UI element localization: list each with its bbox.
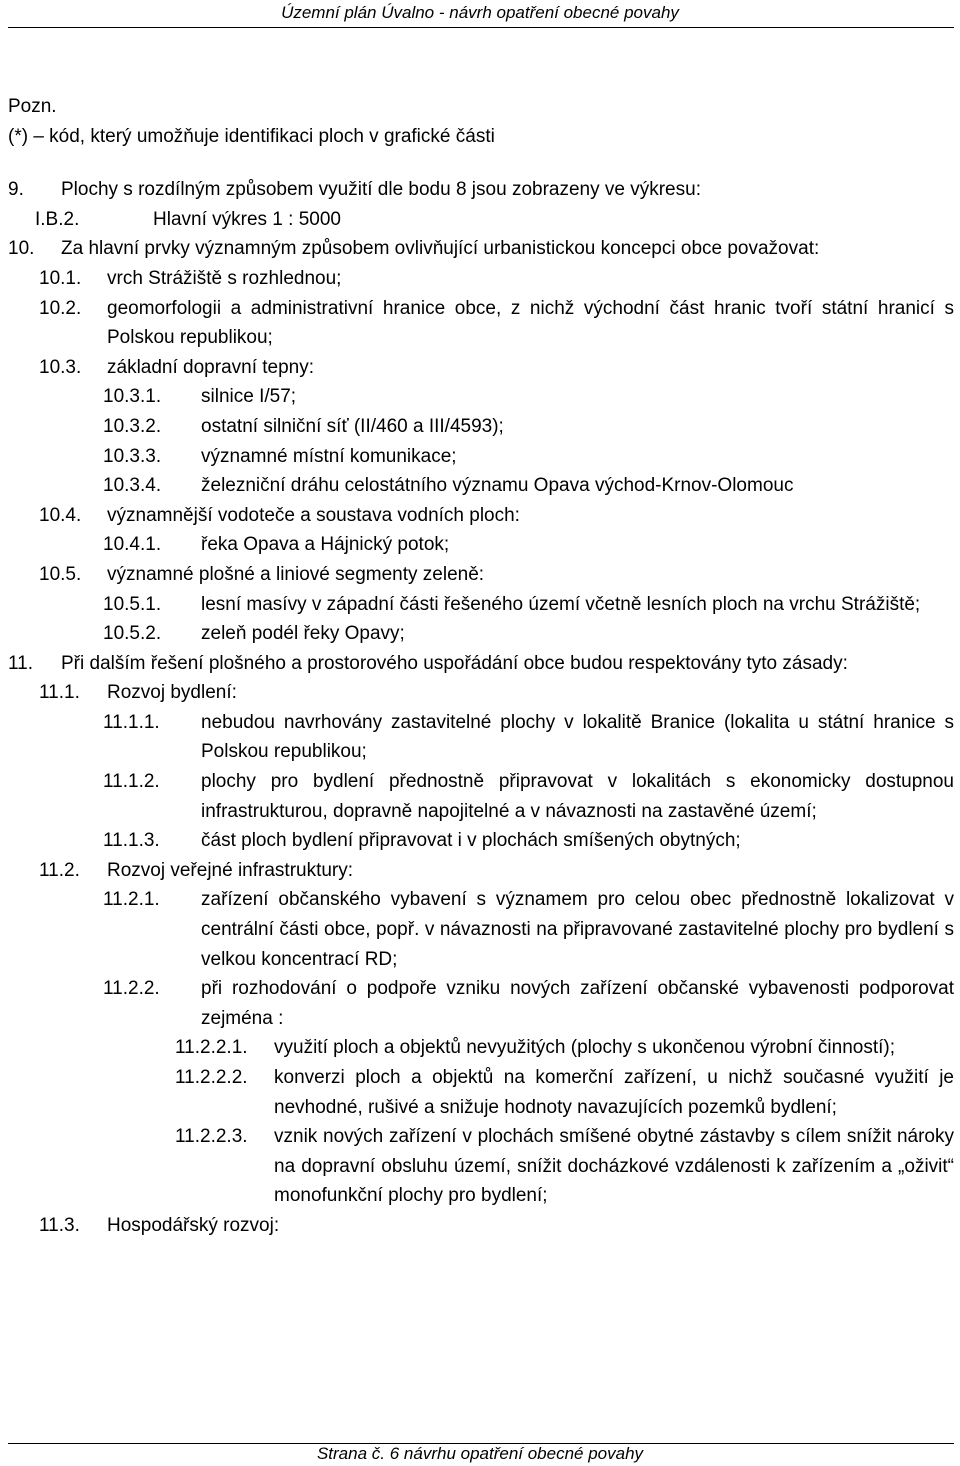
item-text: vznik nových zařízení v plochách smíšené obytné zástavby s cílem snížit nároky na dopravní obsluhu území, snížit docházkové vzdálenosti k zařízením a „oživit“ monofunkční plochy pro bydlení; <box>274 1126 954 1207</box>
list-item <box>8 382 954 412</box>
item-text: nebudou navrhovány zastavitelné plochy v lokalitě Branice (lokalita u státní hranice s Polskou republikou; <box>201 711 954 763</box>
item-number: 11.1.3. <box>103 830 160 852</box>
item-number: 10.3.1. <box>103 386 162 408</box>
note-text: (*) – kód, který umožňuje identifikaci ploch v grafické části <box>8 125 495 147</box>
spacer <box>8 151 954 175</box>
item-number: 10.5.2. <box>103 623 162 645</box>
footer-suffix: návrhu opatření obecné povahy <box>403 1444 644 1463</box>
list-item <box>8 1033 954 1063</box>
list-item <box>8 885 954 974</box>
list-item <box>8 264 954 294</box>
list-item <box>8 856 954 886</box>
page-number: 6 <box>389 1444 400 1463</box>
list-item <box>8 175 954 205</box>
document-body <box>8 92 954 1241</box>
item-number: 11.2. <box>39 859 80 881</box>
item-number: 10.2. <box>39 297 82 319</box>
list-item <box>8 590 954 620</box>
item-text: Plochy s rozdílným způsobem využití dle bodu 8 jsou zobrazeny ve výkresu: <box>61 179 701 201</box>
item-text: Při dalším řešení plošného a prostorového uspořádání obce budou respektovány tyto zásady: <box>61 652 848 674</box>
note-heading: Pozn. <box>8 96 57 117</box>
item-number: 11.1. <box>39 682 80 704</box>
item-text: významné plošné a liniové segmenty zeleně: <box>107 563 485 585</box>
item-text: ostatní silniční síť (II/460 a III/4593); <box>201 415 504 437</box>
list-item <box>8 649 954 679</box>
item-text: železniční dráhu celostátního významu Opava východ-Krnov-Olomouc <box>201 475 794 497</box>
page-header: Územní plán Úvalno - návrh opatření obecné povahy <box>281 3 679 22</box>
item-text: využití ploch a objektů nevyužitých (plochy s ukončenou výrobní činností); <box>274 1037 895 1059</box>
item-text: při rozhodování o podpoře vzniku nových zařízení občanské vybavenosti podporovat zejména : <box>201 978 954 1029</box>
item-number: 10.1. <box>39 267 82 289</box>
list-item <box>8 1211 954 1241</box>
item-text: základní dopravní tepny: <box>107 356 315 378</box>
page-footer <box>0 1443 960 1465</box>
item-number: 11.2.2.1. <box>175 1037 248 1059</box>
item-number: 10. <box>8 238 35 260</box>
list-item <box>8 442 954 472</box>
item-number: 10.3. <box>39 356 82 378</box>
item-text: významnější vodoteče a soustava vodních ploch: <box>107 504 520 526</box>
item-number: 11.2.2.2. <box>175 1067 248 1088</box>
list-item <box>8 619 954 649</box>
list-item <box>8 471 954 501</box>
item-text: Hlavní výkres 1 : 5000 <box>153 208 341 230</box>
list-item <box>8 826 954 856</box>
item-text: významné místní komunikace; <box>201 445 457 467</box>
footer-prefix: Strana č. <box>316 1444 385 1463</box>
item-text: lesní masívy v západní části řešeného území včetně lesních ploch na vrchu Strážiště; <box>201 593 921 615</box>
item-number: 9. <box>8 179 24 201</box>
list-item <box>8 530 954 560</box>
item-text: část ploch bydlení připravovat i v plochách smíšených obytných; <box>201 830 741 852</box>
item-number: 11.1.1. <box>103 711 160 733</box>
item-text: zařízení občanského vybavení s významem pro celou obec přednostně lokalizovat v centrální části obce, popř. v návaznosti na připravované zastavitelné plochy pro bydlení s velkou koncentrací RD; <box>201 889 954 970</box>
item-text: řeka Opava a Hájnický potok; <box>201 534 450 556</box>
item-number: 10.3.2. <box>103 415 162 437</box>
item-text: plochy pro bydlení přednostně připravovat v lokalitách s ekonomicky dostupnou infrastrukturou, dopravně napojitelné a v návaznosti na zastavěné území; <box>201 771 954 822</box>
item-text: Za hlavní prvky významným způsobem ovlivňující urbanistickou koncepci obce považovat: <box>61 238 820 260</box>
list-item <box>8 678 954 708</box>
item-number: 10.4. <box>39 504 82 526</box>
list-item <box>8 501 954 531</box>
item-number: 11.2.2. <box>103 978 160 1000</box>
list-item <box>8 353 954 383</box>
list-item <box>8 205 954 235</box>
item-text: silnice I/57; <box>201 386 297 408</box>
list-item <box>8 294 954 353</box>
item-text: Hospodářský rozvoj: <box>107 1214 280 1236</box>
item-number: 10.3.3. <box>103 445 162 467</box>
item-number: 11.3. <box>39 1214 80 1236</box>
list-item <box>8 412 954 442</box>
item-number: 11. <box>8 652 34 674</box>
header-divider <box>8 27 954 28</box>
item-text: geomorfologii a administrativní hranice obce, z nichž východní část hranic tvoří státní hranicí s Polskou republikou; <box>107 297 954 349</box>
item-number: 10.3.4. <box>103 475 162 497</box>
item-text: Rozvoj bydlení: <box>107 682 237 704</box>
item-text: vrch Strážiště s rozhlednou; <box>107 267 342 289</box>
list-item <box>8 560 954 590</box>
item-number: 11.2.1. <box>103 889 160 911</box>
item-number: I.B.2. <box>35 208 80 230</box>
item-number: 10.5. <box>39 563 82 585</box>
item-text: zeleň podél řeky Opavy; <box>201 623 405 645</box>
item-text: Rozvoj veřejné infrastruktury: <box>107 859 354 881</box>
item-text: konverzi ploch a objektů na komerční zařízení, u nichž současné využití je nevhodné, rušivé a snižuje hodnoty navazujících pozemků bydlení; <box>274 1067 954 1118</box>
list-item <box>8 708 954 767</box>
list-item <box>8 1063 954 1122</box>
item-number: 11.1.2. <box>103 771 160 793</box>
list-item <box>8 974 954 1033</box>
item-number: 10.4.1. <box>103 534 162 556</box>
list-item <box>8 1122 954 1211</box>
item-number: 10.5.1. <box>103 593 162 615</box>
item-number: 11.2.2.3. <box>175 1126 248 1148</box>
list-item <box>8 234 954 264</box>
list-item <box>8 767 954 826</box>
